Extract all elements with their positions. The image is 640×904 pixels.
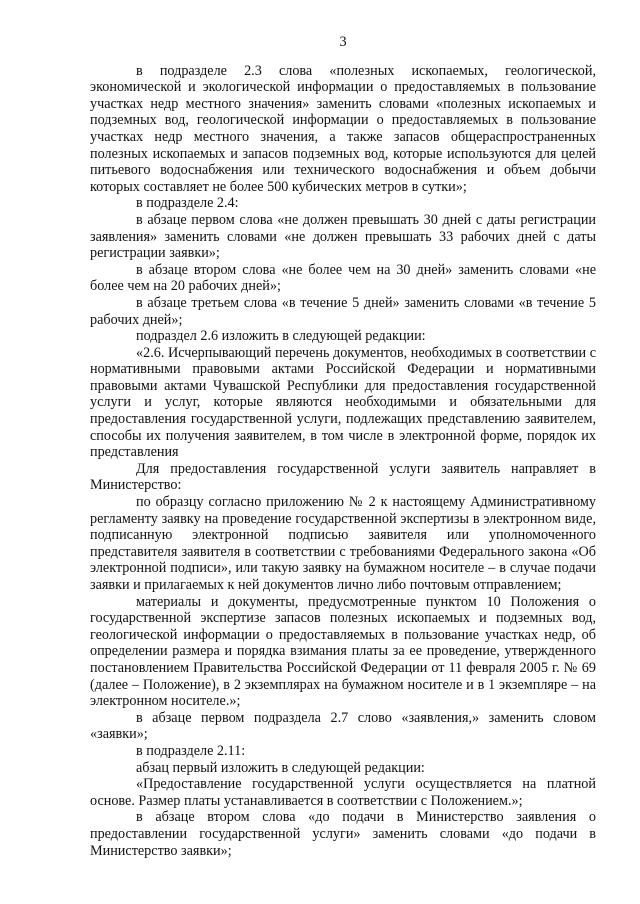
paragraph: в абзаце втором слова «не более чем на 30 дней» заменить словами «не более чем на 20 рабочих дней»;	[90, 261, 596, 295]
paragraph: в абзаце первом слова «не должен превышать 30 дней с даты регистрации заявления» заменить словами «не должен превышать 33 рабочих дней с даты регистрации заявки»;	[90, 211, 596, 262]
paragraph: в подразделе 2.11:	[136, 742, 246, 759]
paragraph: абзац первый изложить в следующей редакции:	[136, 759, 425, 776]
paragraph: в абзаце первом подраздела 2.7 слово «заявления,» заменить словом «заявки»;	[90, 709, 596, 743]
paragraph: в абзаце третьем слова «в течение 5 дней» заменить словами «в течение 5 рабочих дней»;	[90, 294, 596, 328]
paragraph: «2.6. Исчерпывающий перечень документов, необходимых в соответствии с нормативными правовыми актами Российской Федерации и нормативными правовыми актами Чувашской Республики для предоставления государственной услуги и услуг, которые являются необходимыми и обязательными для предоставления государственной услуги, подлежащих представлению заявителем, способы их получения заявителем, в том числе в электронной форме, порядок их представления	[90, 344, 596, 461]
paragraph: в абзаце втором слова «до подачи в Министерство заявления о предоставлении государственной услуги» заменить словами «до подачи в Министерство заявки»;	[90, 809, 596, 859]
paragraph: «Предоставление государственной услуги осуществляется на платной основе. Размер платы устанавливается в соответствии с Положением.»;	[90, 776, 596, 809]
paragraph: по образцу согласно приложению № 2 к настоящему Административному регламенту заявку на проведение государственной экспертизы в электронном виде, подписанную электронной подписью заявителя или уполномоченного представителя заявителя в соответствии с требованиями Федерального закона «Об электронной подписи», или такую заявку на бумажном носителе – в случае подачи заявки и прилагаемых к ней документов лично либо почтовым отправлением;	[90, 494, 596, 593]
page-number: 3	[339, 34, 347, 50]
paragraph: подраздел 2.6 изложить в следующей редакции:	[136, 328, 426, 345]
paragraph: Для предоставления государственной услуги заявитель направляет в Министерство:	[90, 460, 596, 494]
paragraph: материалы и документы, предусмотренные пунктом 10 Положения о государственной экспертизе запасов полезных ископаемых и подземных вод, геологической информации о предоставляемых в пользование участках недр, об определении размера и порядка взимания платы за ее проведение, утвержденного постановлением Правительства Российской Федерации от 11 февраля 2005 г. № 69 (далее – Положение), в 2 экземплярах на бумажном носителе и в 1 экземпляре – на электронном носителе.»;	[90, 593, 596, 710]
paragraph: в подразделе 2.3 слова «полезных ископаемых, геологической, экономической и экологической информации о предоставляемых в пользование участках недр местного значения» заменить словами «полезных ископаемых и подземных вод, геологической информации о предоставляемых в пользование участках недр местного значения, а также запасов общераспространенных полезных ископаемых и запасов подземных вод, которые используются для целей питьевого водоснабжения или технического водоснабжения и объем добычи которых составляет не более 500 кубических метров в сутки»;	[90, 62, 596, 195]
document-page	[90, 34, 596, 859]
paragraph: в подразделе 2.4:	[136, 195, 239, 212]
